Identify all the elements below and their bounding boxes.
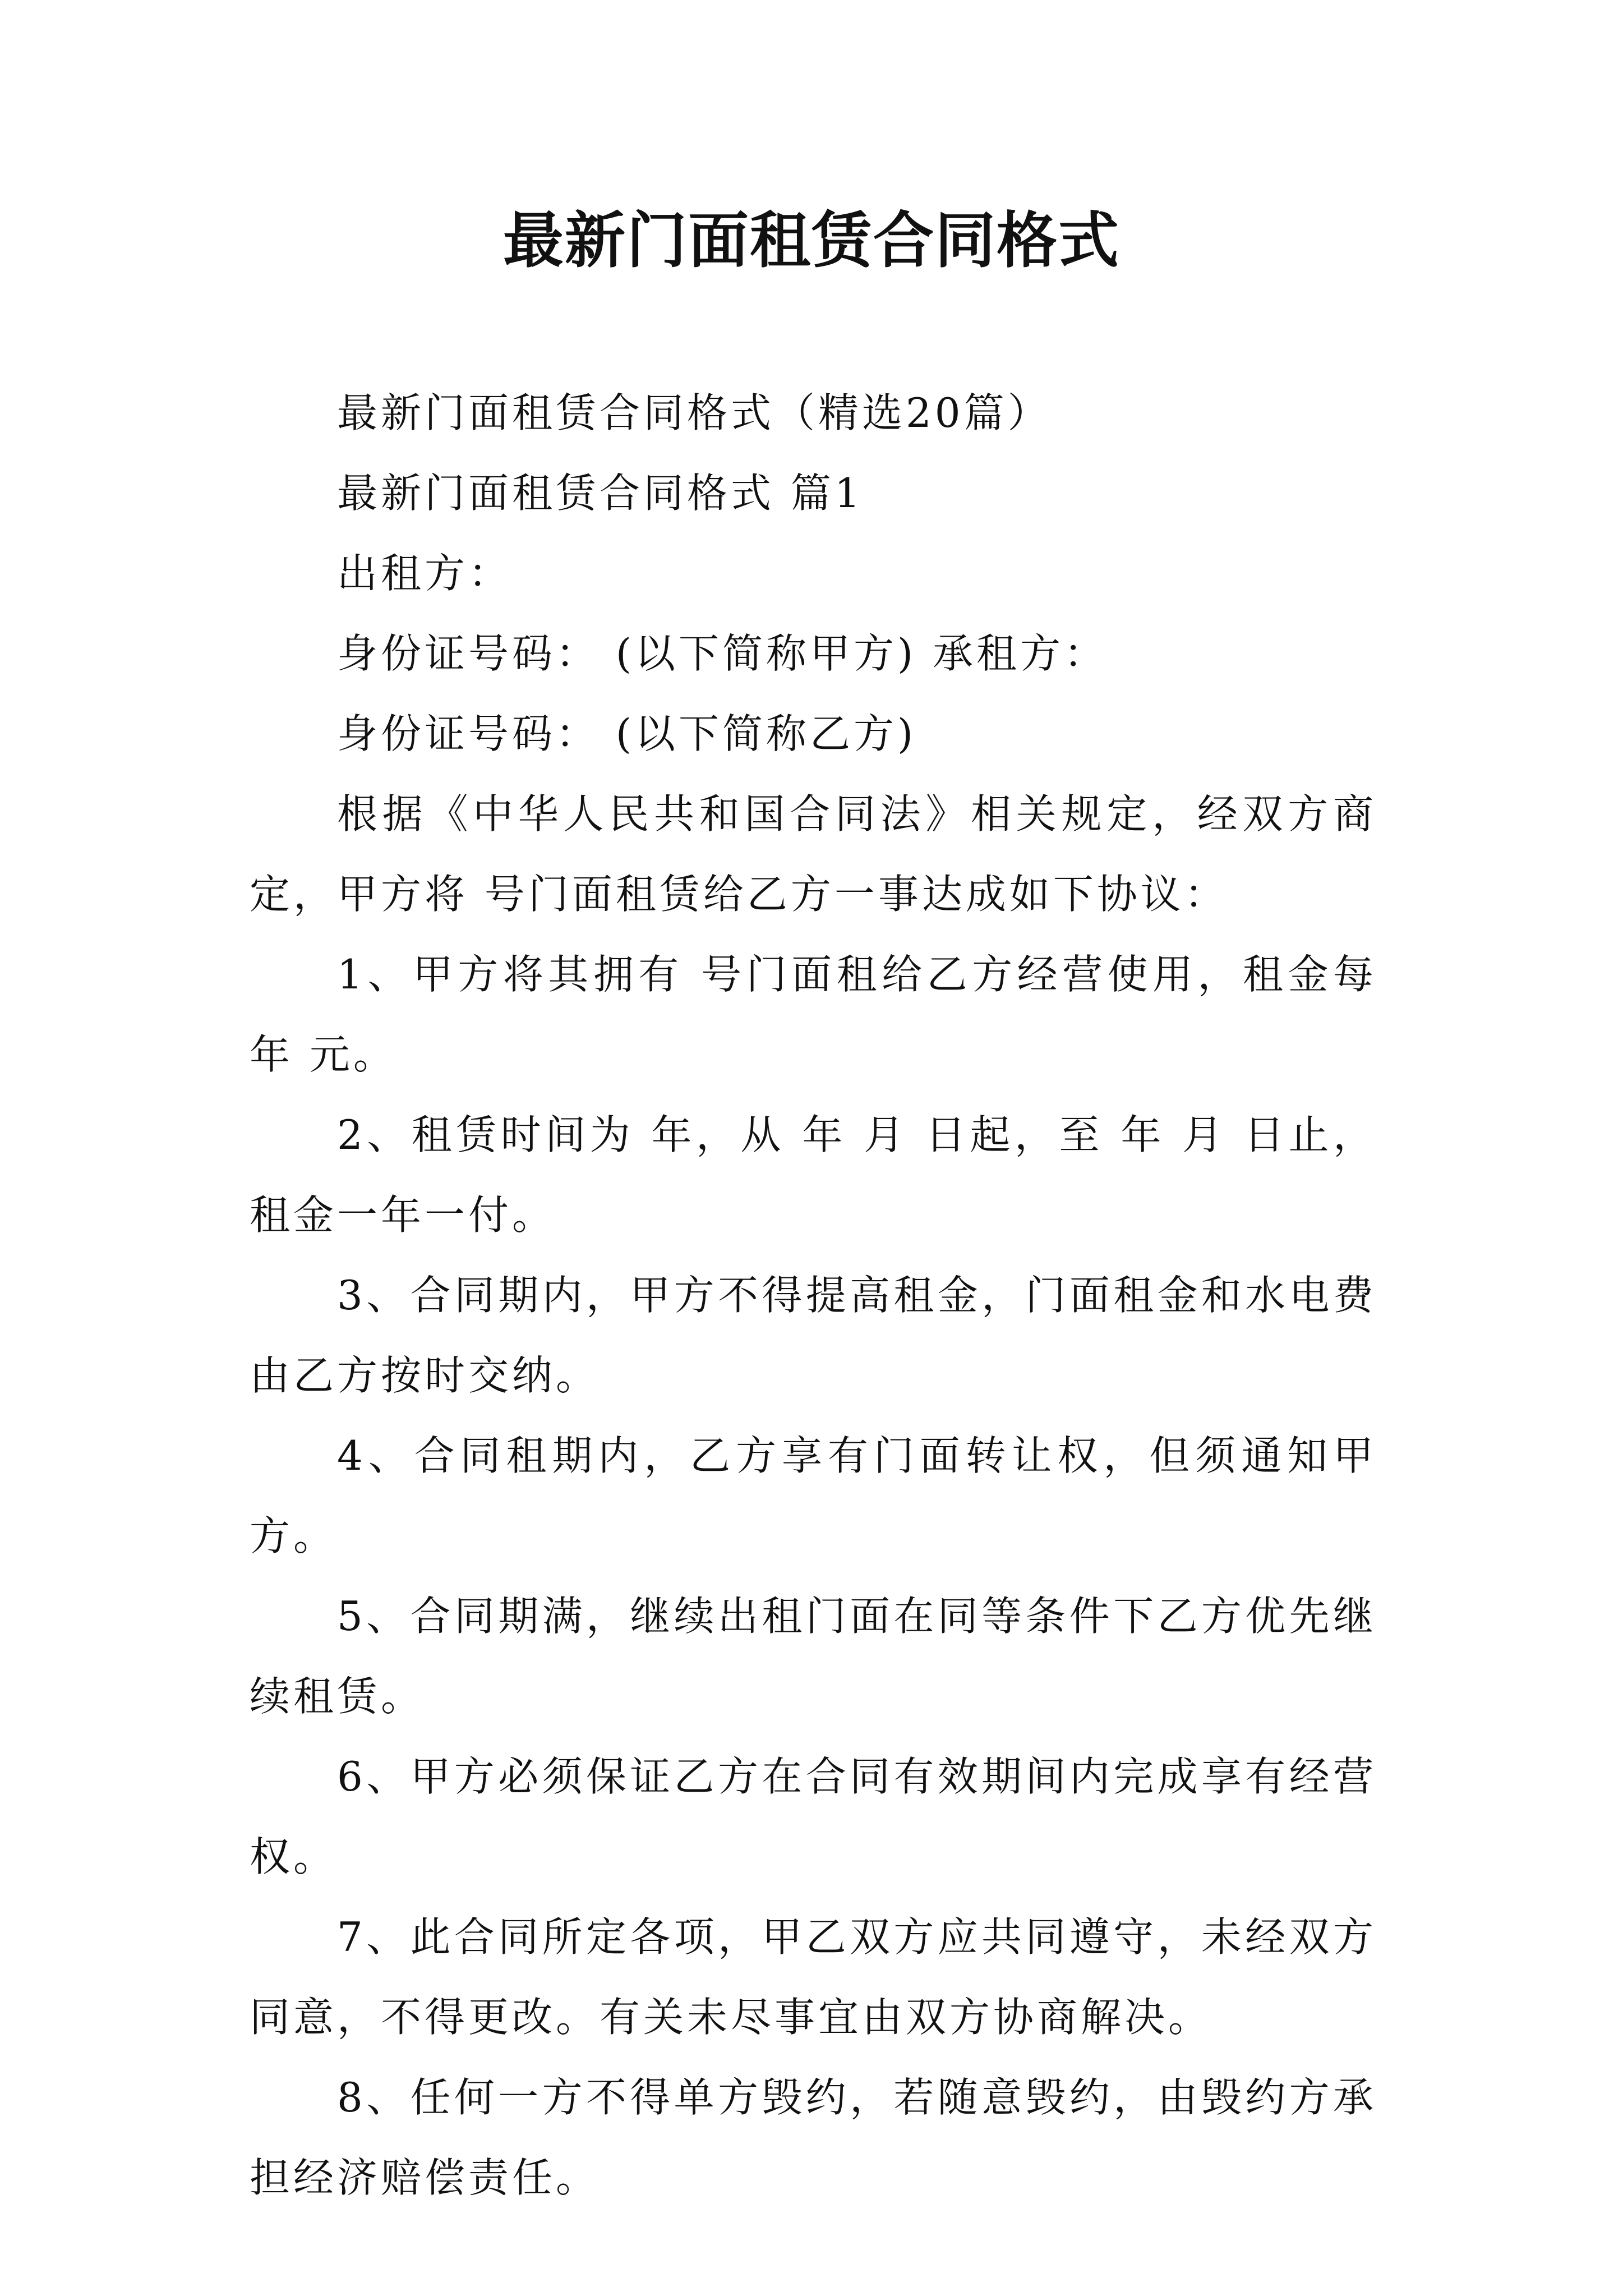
paragraph-lessor-id: 身份证号码： (以下简称甲方) 承租方：	[337, 630, 1108, 677]
clause-4: 4、合同租期内，乙方享有门面转让权，但须通知甲方。	[250, 1432, 1377, 1559]
clause-3: 3、合同期内，甲方不得提高租金，门面租金和水电费由乙方按时交纳。	[250, 1272, 1377, 1399]
paragraph-lessor: 出租方：	[337, 550, 513, 597]
paragraph-preamble: 根据《中华人民共和国合同法》相关规定，经双方商定，甲方将 号门面租赁给乙方一事达成如下协议：	[250, 790, 1377, 918]
paragraph-lessee-id: 身份证号码： (以下简称乙方)	[337, 710, 917, 757]
paragraph-subtitle: 最新门面租赁合同格式（精选20篇）	[337, 389, 1052, 436]
paragraph-section-heading: 最新门面租赁合同格式 篇1	[337, 470, 864, 517]
clause-1: 1、甲方将其拥有 号门面租给乙方经营使用，租金每年 元。	[250, 951, 1377, 1078]
clause-8: 8、任何一方不得单方毁约，若随意毁约，由毁约方承担经济赔偿责任。	[250, 2074, 1377, 2201]
clause-5: 5、合同期满，继续出租门面在同等条件下乙方优先继续租赁。	[250, 1593, 1377, 1720]
clause-6: 6、甲方必须保证乙方在合同有效期间内完成享有经营权。	[250, 1753, 1377, 1880]
document-title: 最新门面租赁合同格式	[502, 206, 1120, 276]
clause-7: 7、此合同所定各项，甲乙双方应共同遵守，未经双方同意，不得更改。有关未尽事宜由双方协商解决。	[250, 1913, 1377, 2041]
clause-2: 2、租赁时间为 年，从 年 月 日起，至 年 月 日止，租金一年一付。	[250, 1111, 1377, 1239]
document-body	[250, 373, 1377, 2218]
